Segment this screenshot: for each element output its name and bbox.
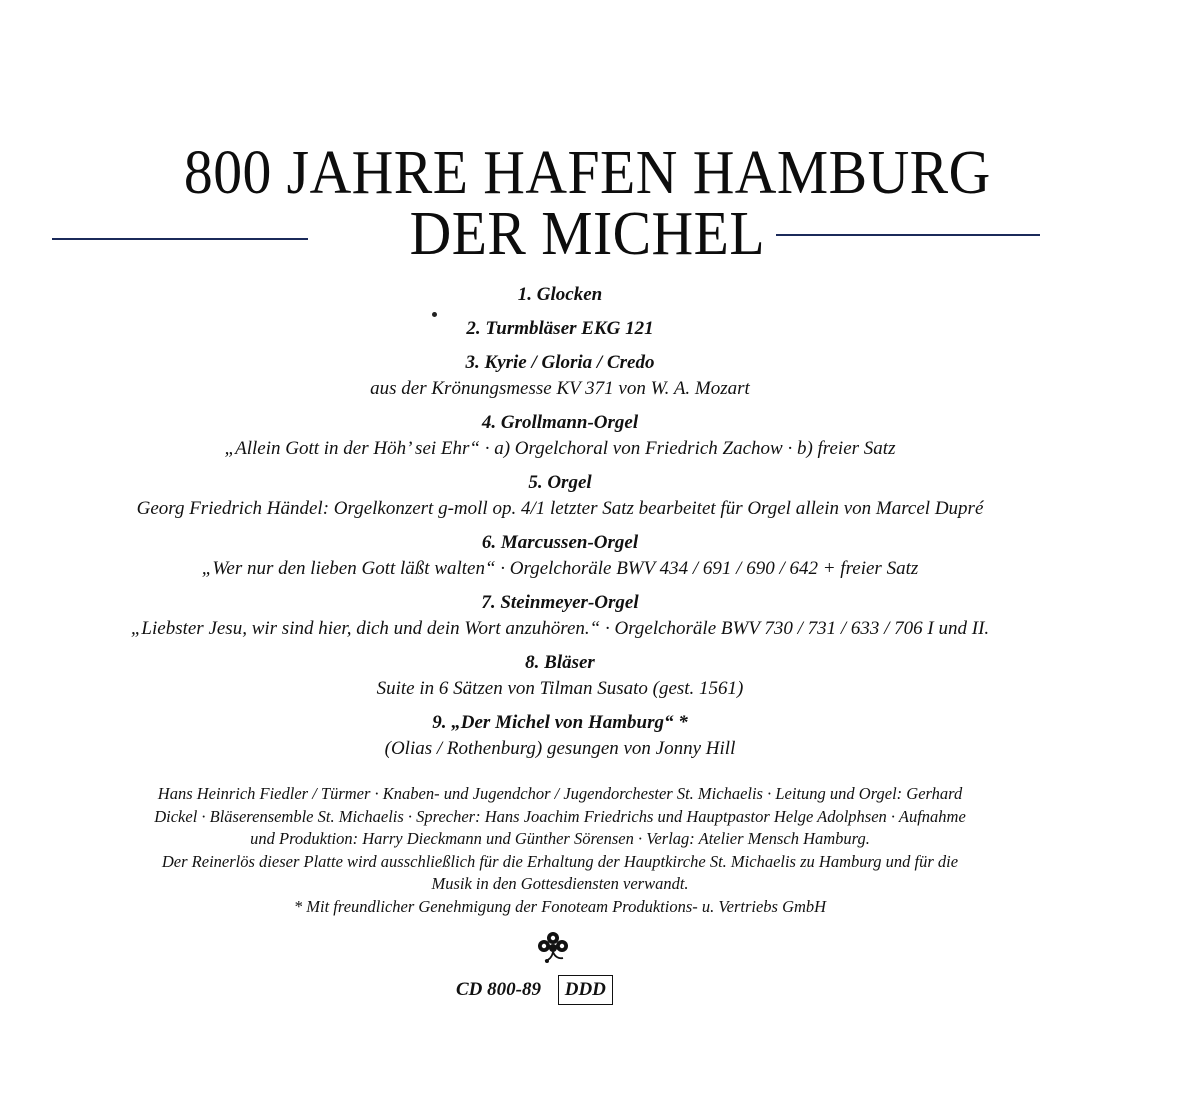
track-description: „Allein Gott in der Höh’ sei Ehr“ · a) Orgelchoral von Friedrich Zachow · b) freier Satz: [224, 438, 896, 459]
track-item-3: [0, 350, 1120, 402]
credits-block: [60, 783, 1060, 918]
title-line-2: DER MICHEL: [409, 200, 766, 268]
track-description: aus der Krönungsmesse KV 371 von W. A. Mozart: [370, 378, 750, 399]
title-rule-right: [776, 234, 1040, 236]
clover-flower-icon: [533, 928, 573, 966]
track-title: 4. Grollmann-Orgel: [481, 412, 639, 433]
credits-line: und Produktion: Harry Dieckmann und Günther Sörensen · Verlag: Atelier Mensch Hamburg.: [250, 829, 870, 848]
track-title: 1. Glocken: [517, 284, 603, 305]
track-item-4: [0, 410, 1120, 462]
track-item-7: [0, 590, 1120, 642]
catalog-number: CD 800-89: [456, 979, 541, 1000]
permission-note: * Mit freundlicher Genehmigung der Fonoteam Produktions- u. Vertriebs GmbH: [293, 896, 827, 916]
track-title: 6. Marcussen-Orgel: [481, 532, 639, 553]
credits-line: Der Reinerlös dieser Platte wird ausschließlich für die Erhaltung der Hauptkirche St. Michaelis zu Hamburg und für die: [161, 851, 959, 871]
recording-format-badge: DDD: [558, 975, 613, 1005]
track-title: 8. Bläser: [525, 652, 595, 673]
track-description: „Wer nur den lieben Gott läßt walten“ · Orgelchoräle BWV 434 / 691 / 690 / 642 + freier Satz: [201, 558, 919, 579]
credits-line: Musik in den Gottesdiensten verwandt.: [431, 874, 689, 893]
track-title: 7. Steinmeyer-Orgel: [481, 592, 639, 613]
track-title: 5. Orgel: [528, 472, 592, 493]
track-list: [0, 282, 1120, 762]
track-title: 3. Kyrie / Gloria / Credo: [465, 352, 655, 373]
track-item-6: [0, 530, 1120, 582]
track-item-9: [0, 710, 1120, 762]
track-description: (Olias / Rothenburg) gesungen von Jonny Hill: [384, 738, 736, 759]
track-item-1: [0, 282, 1120, 308]
title-line-1: 800 JAHRE HAFEN HAMBURG: [183, 139, 991, 207]
title-rule-left: [52, 238, 308, 240]
track-item-8: [0, 650, 1120, 702]
track-item-5: [0, 470, 1120, 522]
track-description: Suite in 6 Sätzen von Tilman Susato (gest. 1561): [376, 678, 744, 699]
track-title: 2. Turmbläser EKG 121: [466, 318, 654, 339]
track-description: „Liebster Jesu, wir sind hier, dich und dein Wort anzuhören.“ · Orgelchoräle BWV 730 / 731 / 633 / 706 I und II.: [130, 618, 990, 639]
credits-line: Dickel · Bläserensemble St. Michaelis · Sprecher: Hans Joachim Friedrichs und Hauptpastor Helge Adolphsen · Aufnahme: [154, 806, 966, 826]
credits-line: Hans Heinrich Fiedler / Türmer · Knaben- und Jugendchor / Jugendorchester St. Michaelis · Leitung und Orgel: Gerhard: [157, 784, 963, 803]
track-title: 9. „Der Michel von Hamburg“ *: [432, 712, 688, 733]
catalog-info: [456, 975, 613, 1007]
track-description: Georg Friedrich Händel: Orgelkonzert g-moll op. 4/1 letzter Satz bearbeitet für Orgel allein von Marcel Dupré: [136, 498, 984, 519]
track-item-2: [0, 316, 1120, 342]
